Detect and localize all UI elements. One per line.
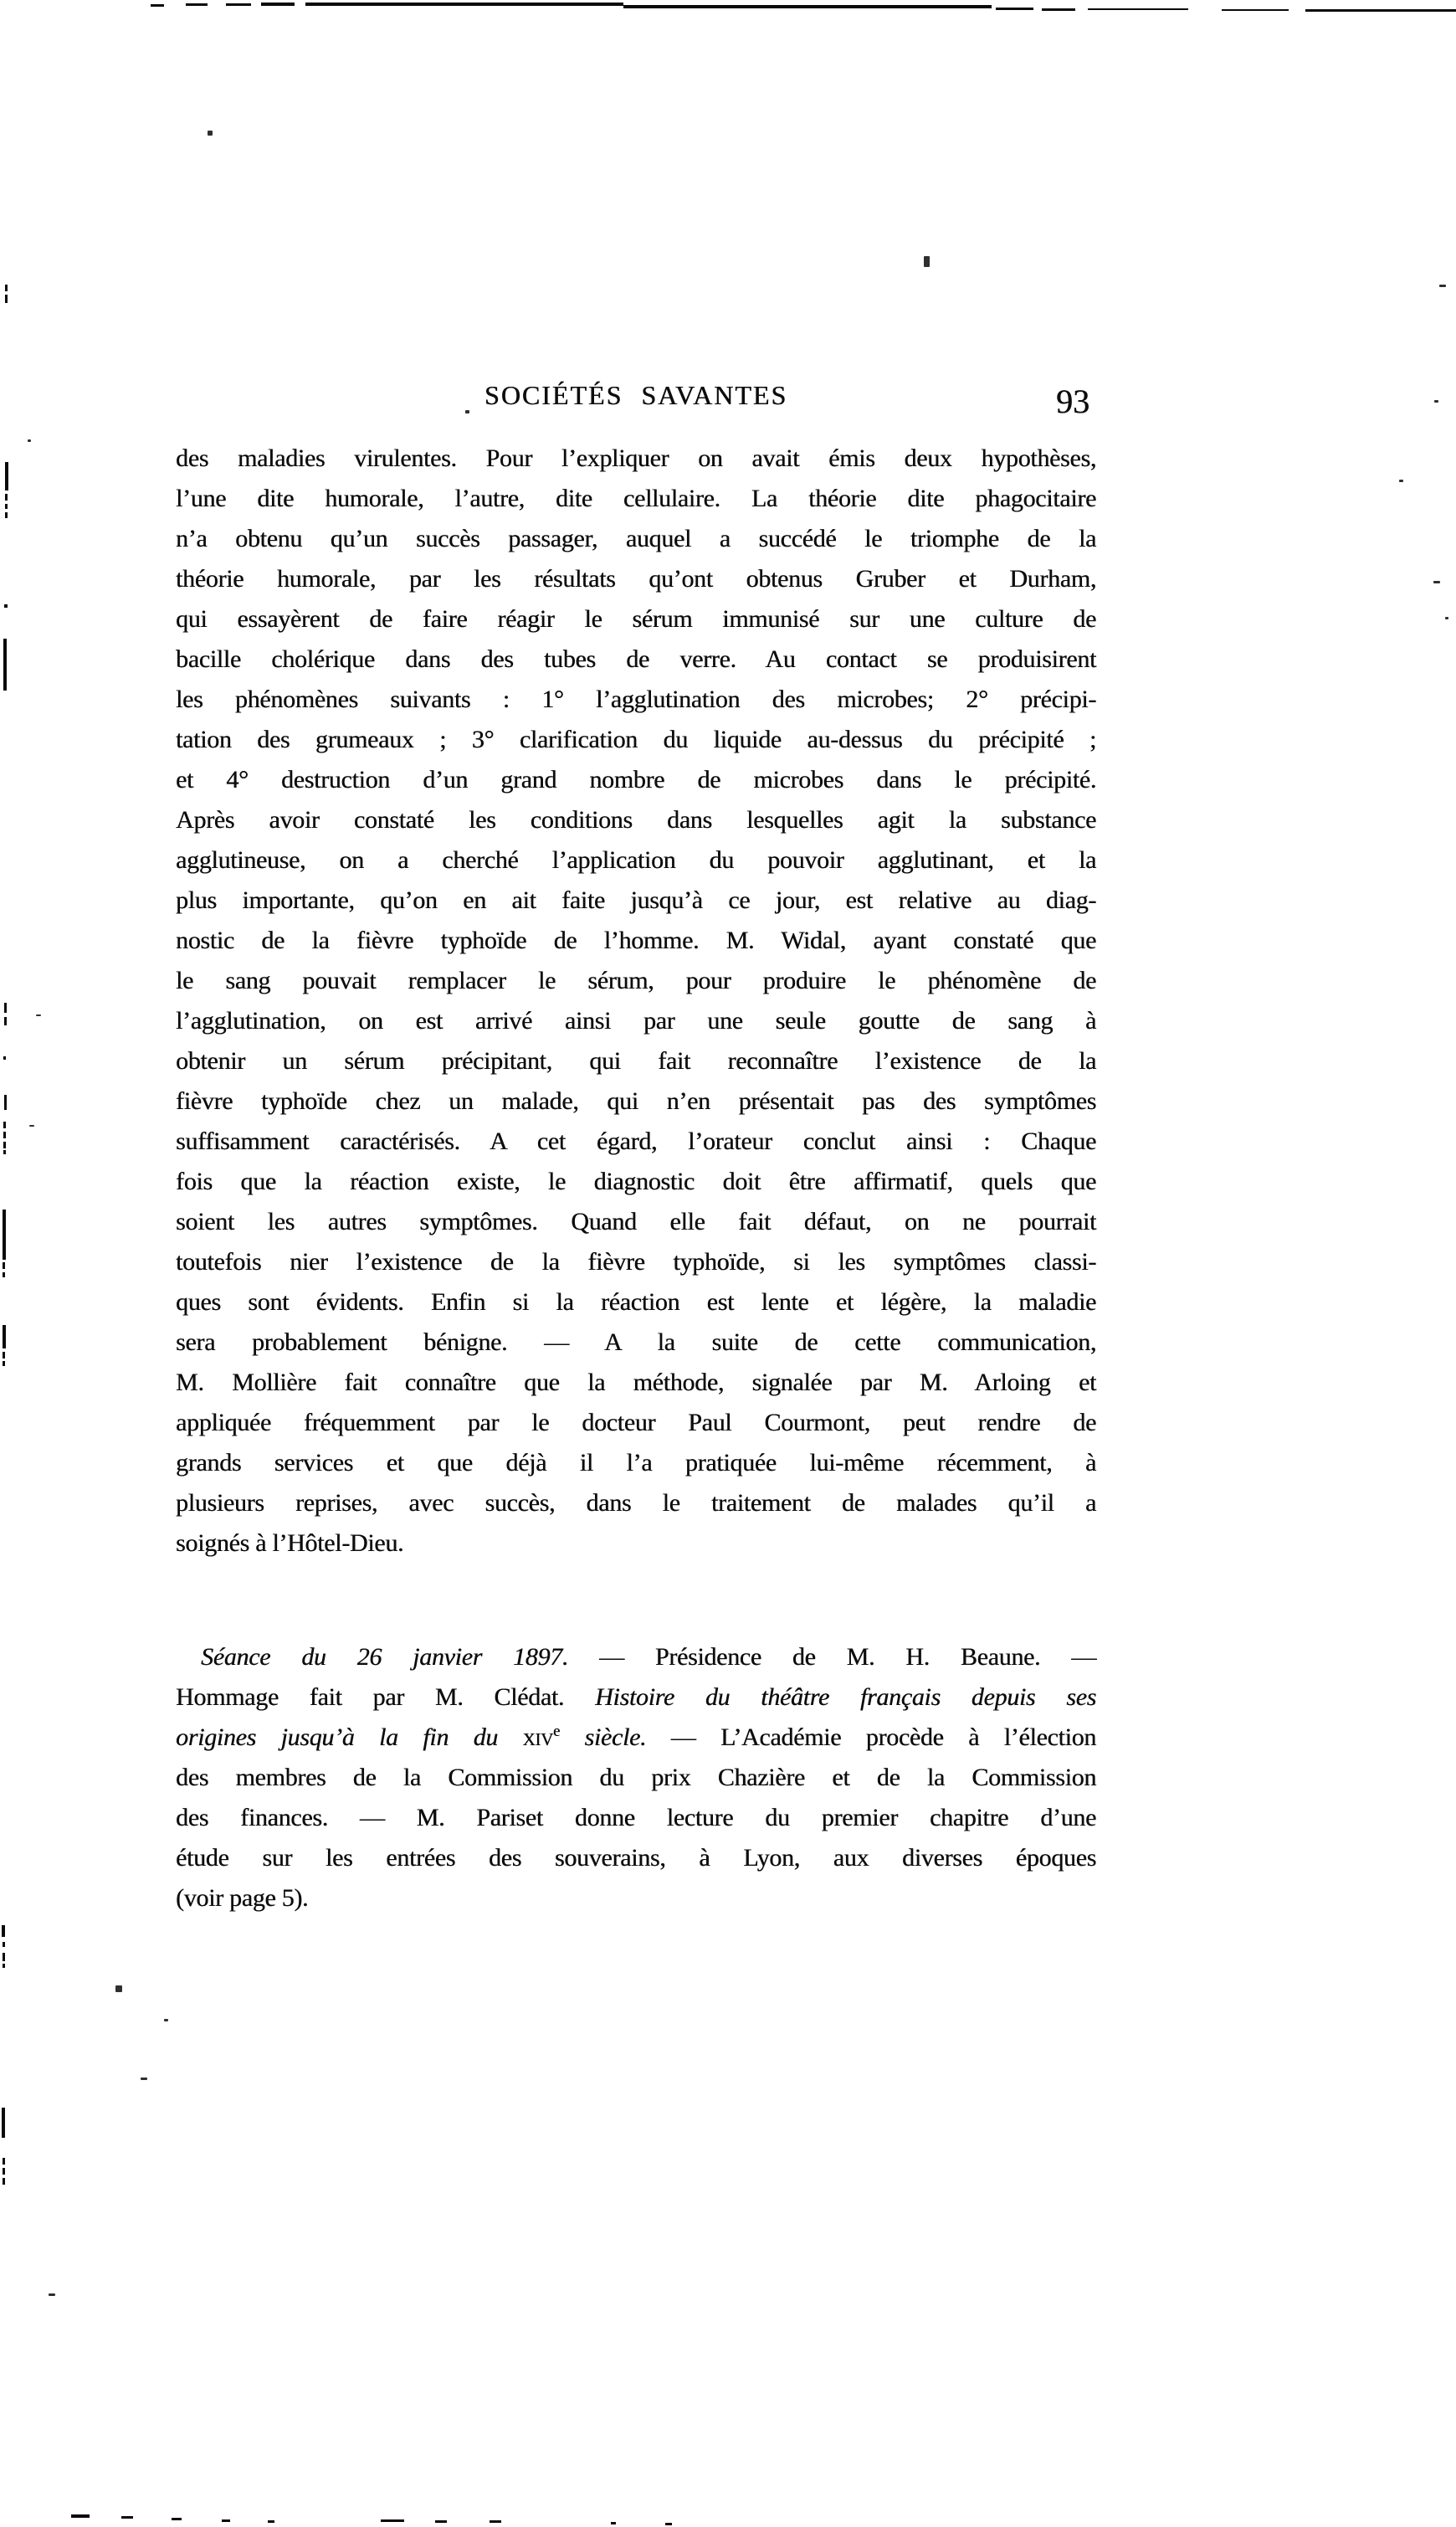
bottom-edge-mark: [435, 2520, 447, 2523]
bottom-edge-mark: [222, 2519, 230, 2522]
gutter-mark: [3, 1361, 5, 1366]
bottom-edge-mark: [665, 2523, 672, 2525]
gutter-mark: [3, 1953, 5, 1961]
text-line: le sang pouvait remplacer le sérum, pour produire le phénomène de: [176, 967, 1096, 994]
gutter-mark: [5, 504, 8, 509]
bottom-edge-mark: [490, 2520, 501, 2523]
right-edge-speck: [1445, 617, 1448, 619]
text-line: origines jusqu’à la fin du xiv$^e$ siècle. — L’Académie procède à l’élection: [176, 1723, 1096, 1751]
gutter-mark: [3, 639, 7, 691]
text-line: obtenir un sérum précipitant, qui fait reconnaître l’existence de la: [176, 1047, 1096, 1075]
text-line: plus importante, qu’on en ait faite jusqu’à ce jour, est relative au diag-: [176, 886, 1096, 914]
text-line: tation des grumeaux ; 3° clarification du liquide au-dessus du précipité ;: [176, 726, 1096, 753]
gutter-mark: [3, 1272, 5, 1277]
gutter-mark: [3, 2158, 5, 2165]
text-line: fois que la réaction existe, le diagnostic doit être affirmatif, quels que: [176, 1168, 1096, 1195]
gutter-mark: [3, 2168, 5, 2175]
text-line: et 4° destruction d’un grand nombre de microbes dans le précipité.: [176, 766, 1096, 794]
text-line: (voir page 5).: [176, 1884, 309, 1912]
gutter-mark: [3, 1210, 6, 1260]
page-header-title: SOCIÉTÉS SAVANTES: [484, 380, 788, 410]
speck: [164, 2019, 168, 2021]
text-line: toutefois nier l’existence de la fièvre typhoïde, si les symptômes classi-: [176, 1248, 1096, 1276]
gutter-mark: [5, 295, 8, 303]
top-edge-line: [261, 3, 295, 6]
gutter-mark: [3, 2178, 5, 2185]
gutter-mark: [4, 1095, 7, 1110]
speck: [28, 439, 31, 442]
bottom-edge-mark: [172, 2518, 182, 2520]
text-line: des finances. — M. Pariset donne lecture du premier chapitre d’une: [176, 1804, 1096, 1831]
text-line: sera probablement bénigne. — A la suite de cette communication,: [176, 1328, 1096, 1356]
gutter-mark: [3, 1132, 6, 1138]
gutter-mark: [3, 1142, 6, 1148]
text-line: soient les autres symptômes. Quand elle fait défaut, on ne pourrait: [176, 1208, 1096, 1235]
gutter-mark: [3, 1122, 6, 1128]
speck: [115, 1985, 122, 1992]
gutter-mark: [4, 1003, 7, 1013]
right-edge-speck: [1439, 285, 1446, 287]
right-edge-speck: [1434, 400, 1438, 403]
gutter-mark: [2, 1925, 5, 1937]
bottom-edge-mark: [611, 2522, 616, 2524]
gutter-mark: [2, 2108, 5, 2138]
top-edge-line: [1042, 8, 1075, 11]
gutter-mark: [3, 1964, 5, 1968]
gutter-mark: [3, 1150, 6, 1154]
text-line: ques sont évidents. Enfin si la réaction est lente et légère, la maladie: [176, 1288, 1096, 1316]
speck: [29, 1125, 34, 1127]
top-edge-line: [151, 4, 164, 7]
text-line: grands services et que déjà il l’a pratiquée lui-même récemment, à: [176, 1449, 1096, 1477]
bottom-edge-mark: [268, 2520, 274, 2523]
bottom-edge-mark: [71, 2514, 90, 2518]
top-edge-line: [226, 3, 251, 6]
text-line: les phénomènes suivants : 1° l’agglutination des microbes; 2° précipi-: [176, 686, 1096, 713]
gutter-mark: [5, 512, 8, 518]
text-line: fièvre typhoïde chez un malade, qui n’en présentait pas des symptômes: [176, 1087, 1096, 1115]
right-edge-speck: [1433, 581, 1440, 583]
text-line: l’une dite humorale, l’autre, dite cellulaire. La théorie dite phagocitaire: [176, 485, 1096, 512]
speck: [49, 2293, 55, 2296]
paragraph-seance-26-janvier-1897: [176, 1637, 1096, 1918]
page-body: [176, 439, 1096, 1918]
top-edge-line: [1305, 9, 1456, 12]
top-edge-line: [305, 3, 623, 6]
top-edge-line: [186, 3, 208, 6]
speck: [36, 1014, 41, 1016]
speck: [141, 2078, 147, 2080]
speck: [924, 256, 930, 267]
paragraph-widal-reaction-report: [176, 439, 1096, 1564]
gutter-mark: [3, 1262, 5, 1269]
gutter-mark: [3, 1325, 6, 1348]
text-line: qui essayèrent de faire réagir le sérum immunisé sur une culture de: [176, 605, 1096, 633]
bottom-edge-mark: [121, 2516, 133, 2519]
text-line: des maladies virulentes. Pour l’expliquer on avait émis deux hypothèses,: [176, 444, 1096, 472]
page-number: 93: [1056, 383, 1089, 420]
gutter-mark: [5, 285, 8, 291]
gutter-mark: [5, 462, 8, 491]
gutter-mark: [4, 1017, 7, 1025]
top-edge-line: [996, 8, 1033, 10]
text-line: appliquée fréquemment par le docteur Paul Courmont, peut rendre de: [176, 1409, 1096, 1436]
text-line: étude sur les entrées des souverains, à Lyon, aux diverses époques: [176, 1844, 1096, 1872]
gutter-mark: [3, 1352, 5, 1359]
text-line: Après avoir constaté les conditions dans lesquelles agit la substance: [176, 806, 1096, 834]
text-line: plusieurs reprises, avec succès, dans le traitement de malades qu’il a: [176, 1489, 1096, 1517]
speck: [208, 131, 213, 136]
right-edge-speck: [1399, 480, 1403, 482]
text-line: soignés à l’Hôtel-Dieu.: [176, 1529, 404, 1557]
text-line: n’a obtenu qu’un succès passager, auquel a succédé le triomphe de la: [176, 525, 1096, 552]
gutter-mark: [3, 1942, 5, 1947]
gutter-mark: [5, 494, 8, 501]
text-line: des membres de la Commission du prix Chazière et de la Commission: [176, 1764, 1096, 1791]
text-line: agglutineuse, on a cherché l’application du pouvoir agglutinant, et la: [176, 846, 1096, 874]
top-edge-line: [1088, 8, 1188, 10]
text-line: nostic de la fièvre typhoïde de l’homme. M. Widal, ayant constaté que: [176, 927, 1096, 954]
text-line: suffisamment caractérisés. A cet égard, l’orateur conclut ainsi : Chaque: [176, 1127, 1096, 1155]
text-line: bacille cholérique dans des tubes de verre. Au contact se produisirent: [176, 645, 1096, 673]
gutter-mark: [4, 604, 8, 608]
text-line: Séance du 26 janvier 1897. — Présidence de M. H. Beaune. —: [201, 1643, 1096, 1671]
top-edge-line: [1222, 9, 1289, 11]
top-edge-line: [623, 5, 992, 8]
text-line: Hommage fait par M. Clédat. Histoire du théâtre français depuis ses: [176, 1683, 1096, 1711]
text-line: l’agglutination, on est arrivé ainsi par une seule goutte de sang à: [176, 1007, 1096, 1035]
text-line: théorie humorale, par les résultats qu’ont obtenus Gruber et Durham,: [176, 565, 1096, 593]
bottom-edge-mark: [381, 2519, 404, 2522]
running-head: [176, 375, 1096, 425]
gutter-mark: [3, 1056, 6, 1060]
text-line: M. Mollière fait connaître que la méthode, signalée par M. Arloing et: [176, 1369, 1096, 1396]
